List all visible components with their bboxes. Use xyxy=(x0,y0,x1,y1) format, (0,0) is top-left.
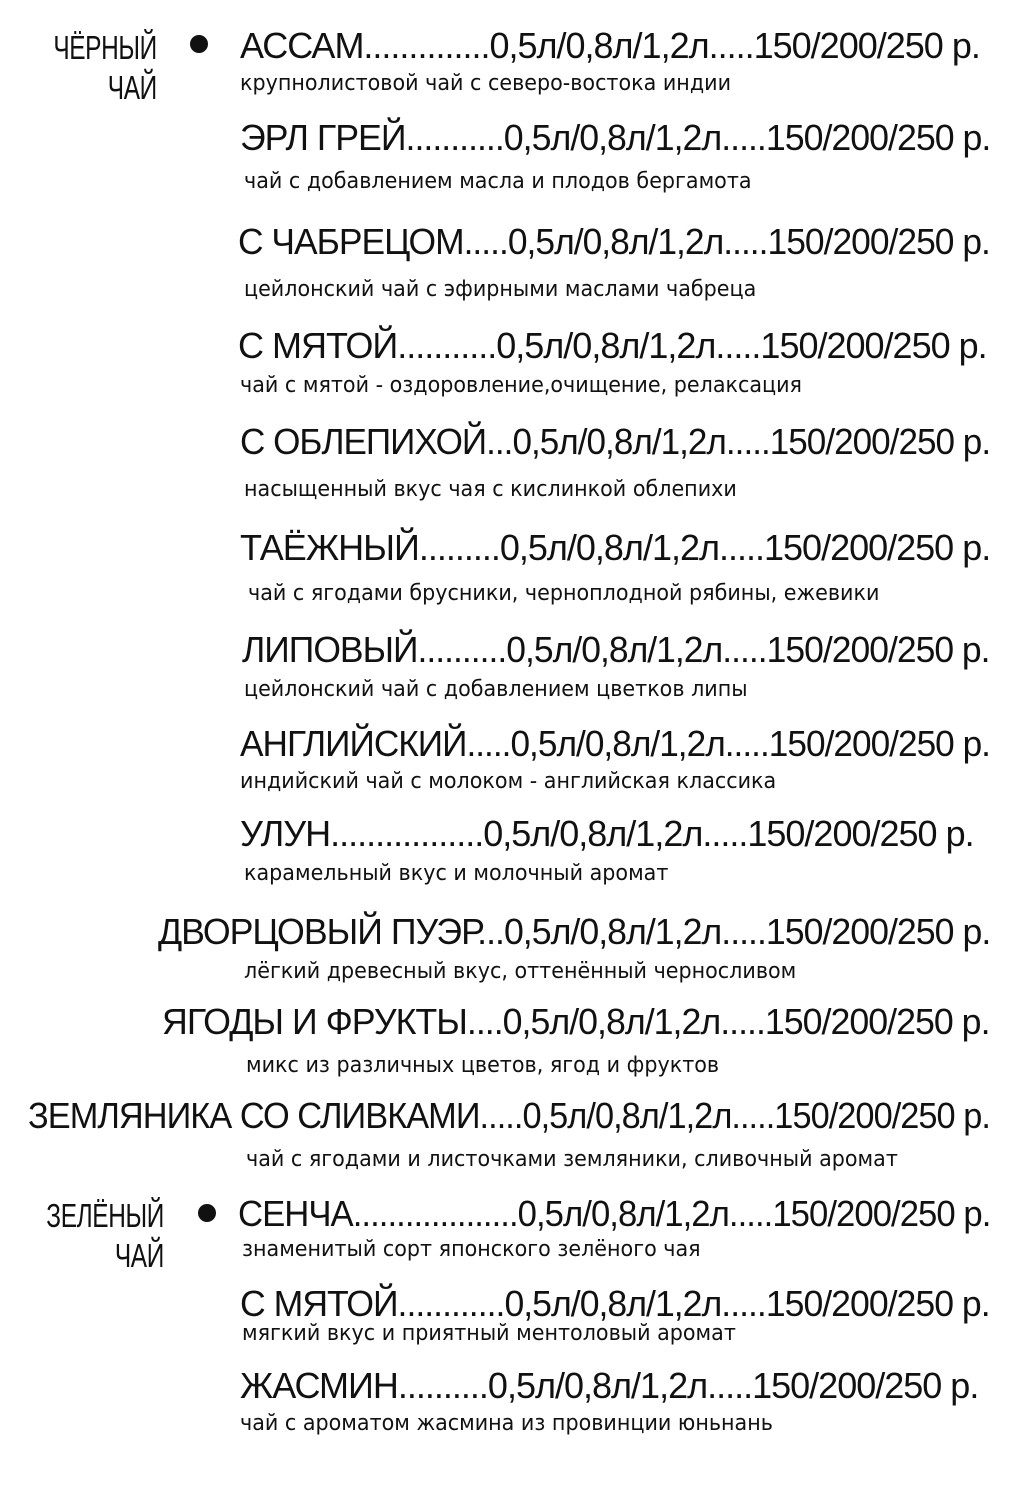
item-description: цейлонский чай с эфирными маслами чабреца xyxy=(244,277,757,302)
item-description: мягкий вкус и приятный ментоловый аромат xyxy=(242,1321,736,1346)
item-description: чай с мятой - оздоровление,очищение, релаксация xyxy=(240,373,802,398)
item-description: знаменитый сорт японского зелёного чая xyxy=(242,1237,701,1262)
item-title: АССАМ..............0,5л/0,8л/1,2л.....150/200/250 р. xyxy=(240,25,980,66)
item-title: СЕНЧА...................0,5л/0,8л/1,2л.....150/200/250 р. xyxy=(238,1193,991,1234)
item-title: ДВОРЦОВЫЙ ПУЭР...0,5л/0,8л/1,2л.....150/200/250 р. xyxy=(158,911,991,952)
item-description: чай с добавлением масла и плодов бергамота xyxy=(244,169,752,194)
item-title: ТАЁЖНЫЙ.........0,5л/0,8л/1,2л.....150/200/250 р. xyxy=(240,527,991,568)
item-description: чай с ароматом жасмина из провинции юньнань xyxy=(240,1411,773,1436)
section-label-black-tea xyxy=(54,28,157,108)
item-title: ЖАСМИН..........0,5л/0,8л/1,2л.....150/200/250 р. xyxy=(240,1365,979,1406)
item-description: насыщенный вкус чая с кислинкой облепихи xyxy=(244,477,737,502)
item-description: чай с ягодами брусники, черноплодной рябины, ежевики xyxy=(248,581,880,606)
section-label-line1: ЧЁРНЫЙ xyxy=(53,29,157,66)
item-title: С МЯТОЙ...........0,5л/0,8л/1,2л.....150/200/250 р. xyxy=(238,325,987,366)
item-description: микс из различных цветов, ягод и фруктов xyxy=(246,1053,720,1078)
item-title: ЗЕМЛЯНИКА СО СЛИВКАМИ.....0,5л/0,8л/1,2л.....150/200/250 р. xyxy=(28,1095,990,1136)
item-title: УЛУН.................0,5л/0,8л/1,2л.....150/200/250 р. xyxy=(240,813,974,854)
item-title: ЭРЛ ГРЕЙ...........0,5л/0,8л/1,2л.....150/200/250 р. xyxy=(240,117,991,158)
item-description: крупнолистовой чай с северо-востока индии xyxy=(240,71,732,96)
section-label-green-tea xyxy=(46,1196,164,1276)
bullet-icon xyxy=(190,35,208,53)
item-title: С МЯТОЙ............0,5л/0,8л/1,2л.....150/200/250 р. xyxy=(240,1283,990,1324)
item-title: С ОБЛЕПИХОЙ...0,5л/0,8л/1,2л.....150/200/250 р. xyxy=(240,421,991,462)
item-title: С ЧАБРЕЦОМ.....0,5л/0,8л/1,2л.....150/200/250 р. xyxy=(238,221,990,262)
bullet-icon xyxy=(198,1204,216,1222)
item-description: чай с ягодами и листочками земляники, сливочный аромат xyxy=(246,1147,898,1172)
item-description: индийский чай с молоком - английская классика xyxy=(240,769,777,794)
item-description: лёгкий древесный вкус, оттенённый черносливом xyxy=(244,959,797,984)
item-title: ЛИПОВЫЙ..........0,5л/0,8л/1,2л.....150/200/250 р. xyxy=(242,629,990,670)
section-label-line2: ЧАЙ xyxy=(107,69,157,106)
item-title: АНГЛИЙСКИЙ.....0,5л/0,8л/1,2л.....150/200/250 р. xyxy=(240,723,990,764)
section-label-line2: ЧАЙ xyxy=(114,1237,164,1274)
item-title: ЯГОДЫ И ФРУКТЫ....0,5л/0,8л/1,2л.....150/200/250 р. xyxy=(162,1001,990,1042)
item-description: цейлонский чай с добавлением цветков липы xyxy=(244,677,748,702)
section-label-line1: ЗЕЛЁНЫЙ xyxy=(46,1197,164,1234)
item-description: карамельный вкус и молочный аромат xyxy=(244,861,669,886)
